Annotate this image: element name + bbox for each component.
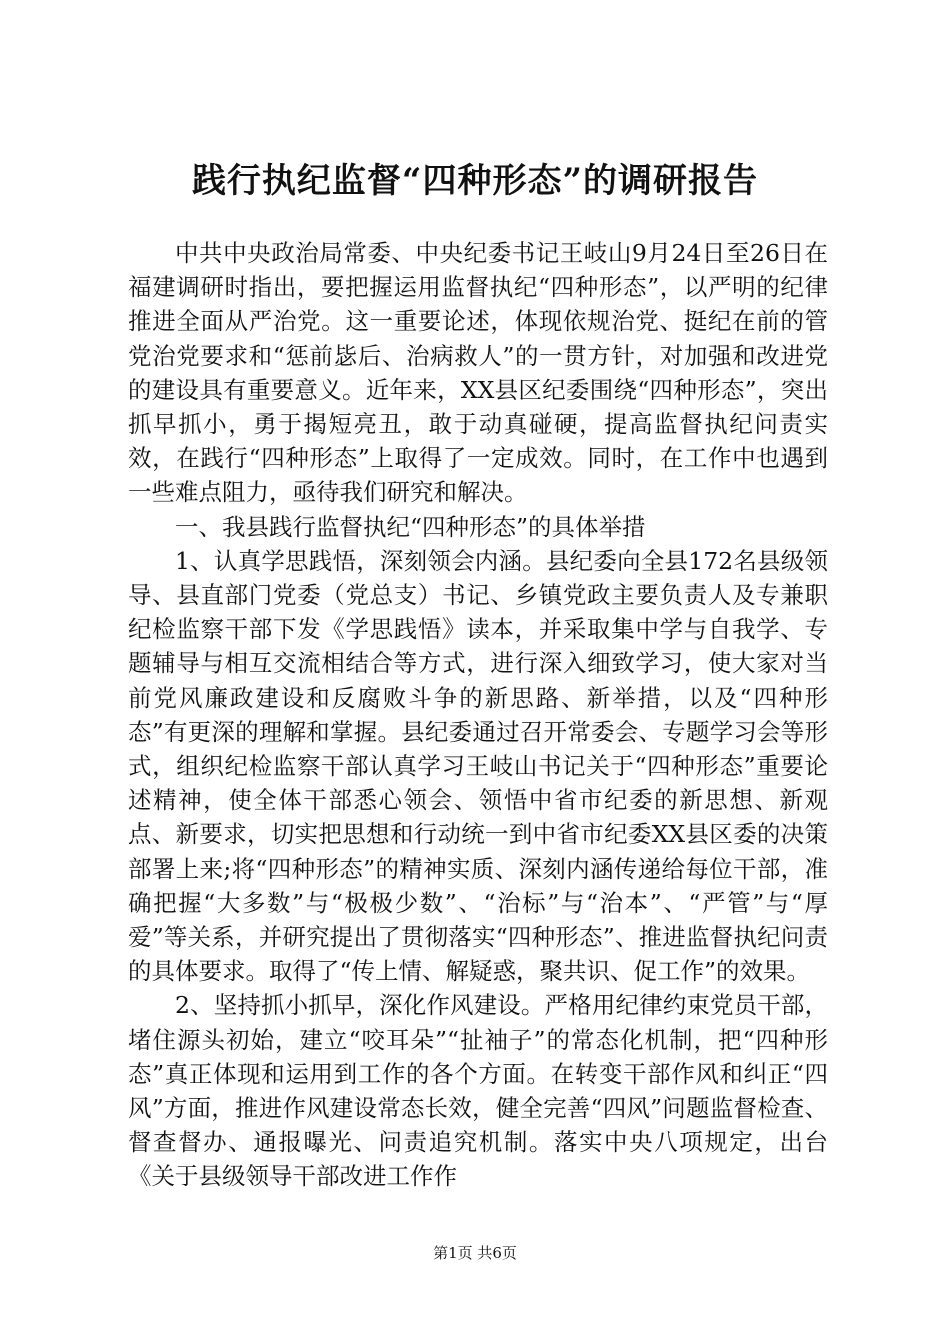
page-number-footer: 第1页 共6页 <box>433 1244 517 1262</box>
section-heading: 一、我县践行监督执纪“四种形态”的具体举措 <box>175 512 646 541</box>
body-paragraph-2: 2、坚持抓小抓早，深化作风建设。严格用纪律约束党员干部，堵住源头初始，建立“咬耳朵”“扯袖子”的常态化机制，把“四种形态”真正体现和运用到工作的各个方面。在转变干部作风和纠正“四风”方面，推进作风建设常态长效，健全完善“四风”问题监督检查、督查督办、通报曝光、问责追究机制。落实中央八项规定，出台《关于县级领导干部改进工作作 <box>128 991 828 1191</box>
intro-paragraph: 中共中央政治局常委、中央纪委书记王岐山9月24日至26日在福建调研时指出，要把握运用监督执纪“四种形态”，以严明的纪律推进全面从严治党。这一重要论述，体现依规治党、挺纪在前的管党治党要求和“惩前毖后、治病救人”的一贯方针，对加强和改进党的建设具有重要意义。近年来，XX县区纪委围绕“四种形态”，突出抓早抓小，勇于揭短亮丑，敢于动真碰硬，提高监督执纪问责实效，在践行“四种形态”上取得了一定成效。同时，在工作中也遇到一些难点阻力，亟待我们研究和解决。 <box>128 239 828 507</box>
body-paragraph-1: 1、认真学思践悟，深刻领会内涵。县纪委向全县172名县级领导、县直部门党委（党总支）书记、乡镇党政主要负责人及专兼职纪检监察干部下发《学思践悟》读本，并采取集中学与自我学、专题辅导与相互交流相结合等方式，进行深入细致学习，使大家对当前党风廉政建设和反腐败斗争的新思路、新举措，以及“四种形态”有更深的理解和掌握。县纪委通过召开常委会、专题学习会等形式，组织纪检监察干部认真学习王岐山书记关于“四种形态”重要论述精神，使全体干部悉心领会、领悟中省市纪委的新思想、新观点、新要求，切实把思想和行动统一到中省市纪委XX县区委的决策部署上来;将“四种形态”的精神实质、深刻内涵传递给每位干部，准确把握“大多数”与“极极少数”、“治标”与“治本”、“严管”与“厚爱”等关系，并研究提出了贯彻落实“四种形态”、推进监督执纪问责的具体要求。取得了“传上情、解疑惑，聚共识、促工作”的效果。 <box>128 546 828 986</box>
document-body <box>128 236 828 1194</box>
document-title: 践行执纪监督“四种形态”的调研报告 <box>191 161 759 201</box>
